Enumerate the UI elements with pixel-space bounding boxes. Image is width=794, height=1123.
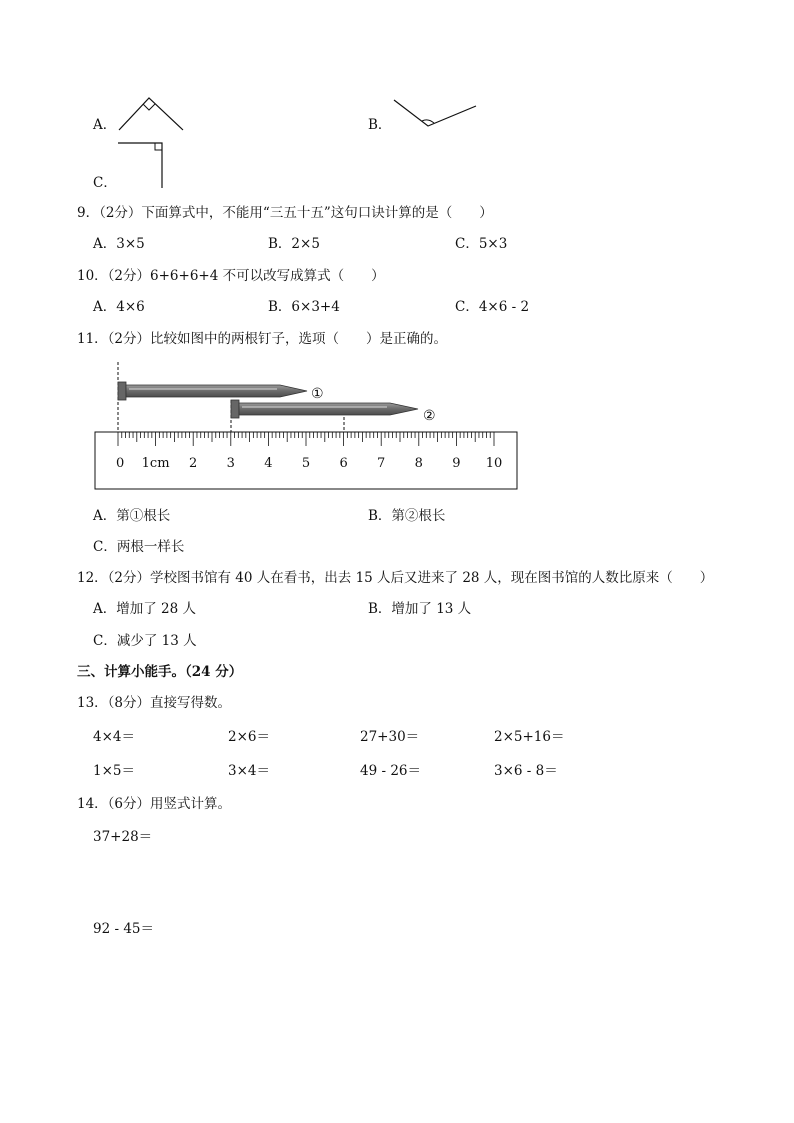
- section-3-title: 三、计算小能手。（24 分）: [77, 664, 243, 680]
- nail-1: [118, 382, 307, 400]
- ruler-label: 1cm: [141, 456, 170, 471]
- ruler-label: 2: [189, 456, 198, 471]
- q13-item: 27+30＝: [360, 729, 420, 745]
- q8-option-a-right-angle-figure: [115, 94, 187, 134]
- q11-option-a: A．第①根长: [93, 508, 171, 524]
- q10-option-b: B．6×3+4: [268, 299, 340, 315]
- q9-option-a: A．3×5: [93, 236, 145, 252]
- q9-option-b: B．2×5: [268, 236, 320, 252]
- q13-item: 2×5+16＝: [494, 729, 565, 745]
- q8-option-b-obtuse-angle-figure: [390, 96, 480, 132]
- q11-stem: 11．（2分）比较如图中的两根钉子，选项（ ）是正确的。: [77, 331, 448, 347]
- q10-stem: 10．（2分）6+6+6+4 不可以改写成算式（ ）: [77, 268, 385, 284]
- nail-2: [231, 400, 418, 418]
- q11-nail-ruler-figure: [85, 362, 525, 494]
- q14-item-2: 92 - 45＝: [93, 921, 155, 937]
- q8-option-c-right-angle-figure: [116, 140, 168, 190]
- q8-option-b-label: B．: [368, 117, 392, 133]
- q13-item: 3×4＝: [228, 763, 270, 779]
- q12-stem: 12．（2分）学校图书馆有 40 人在看书，出去 15 人后又进来了 28 人，现在图书馆的人数比原来（ ）: [77, 570, 714, 586]
- q14-stem: 14．（6分）用竖式计算。: [77, 796, 232, 812]
- nail-1-label: ①: [311, 386, 324, 402]
- q11-option-b: B．第②根长: [368, 508, 446, 524]
- ruler-label: 6: [339, 456, 348, 471]
- q9-option-c: C．5×3: [455, 236, 508, 252]
- q11-option-c: C．两根一样长: [93, 539, 185, 555]
- q13-stem: 13．（8分）直接写得数。: [77, 695, 232, 711]
- ruler-label: 9: [452, 456, 461, 471]
- ruler-label: 4: [264, 456, 273, 471]
- q13-item: 3×6 - 8＝: [494, 763, 558, 779]
- ruler-label: 3: [226, 456, 235, 471]
- q12-option-b: B．增加了 13 人: [368, 601, 472, 617]
- q10-option-c: C．4×6 - 2: [455, 299, 530, 315]
- ruler-label: 10: [485, 456, 503, 471]
- q8-option-c-label: C．: [93, 175, 117, 191]
- ruler-label: 5: [301, 456, 311, 471]
- ruler-label: 7: [377, 456, 386, 471]
- q12-option-a: A．增加了 28 人: [93, 601, 197, 617]
- nail-2-label: ②: [423, 408, 436, 424]
- q13-item: 49 - 26＝: [360, 763, 422, 779]
- q14-item-1: 37+28＝: [93, 829, 153, 845]
- ruler-label: 0: [116, 456, 125, 471]
- q9-stem: 9．（2分）下面算式中，不能用“三五十五”这句口诀计算的是（ ）: [77, 205, 493, 221]
- q12-option-c: C．减少了 13 人: [93, 633, 197, 649]
- q13-item: 1×5＝: [93, 763, 135, 779]
- ruler-label: 8: [414, 456, 423, 471]
- q13-item: 2×6＝: [228, 729, 270, 745]
- q8-option-a-label: A．: [93, 117, 117, 133]
- q13-item: 4×4＝: [93, 729, 135, 745]
- q10-option-a: A．4×6: [93, 299, 145, 315]
